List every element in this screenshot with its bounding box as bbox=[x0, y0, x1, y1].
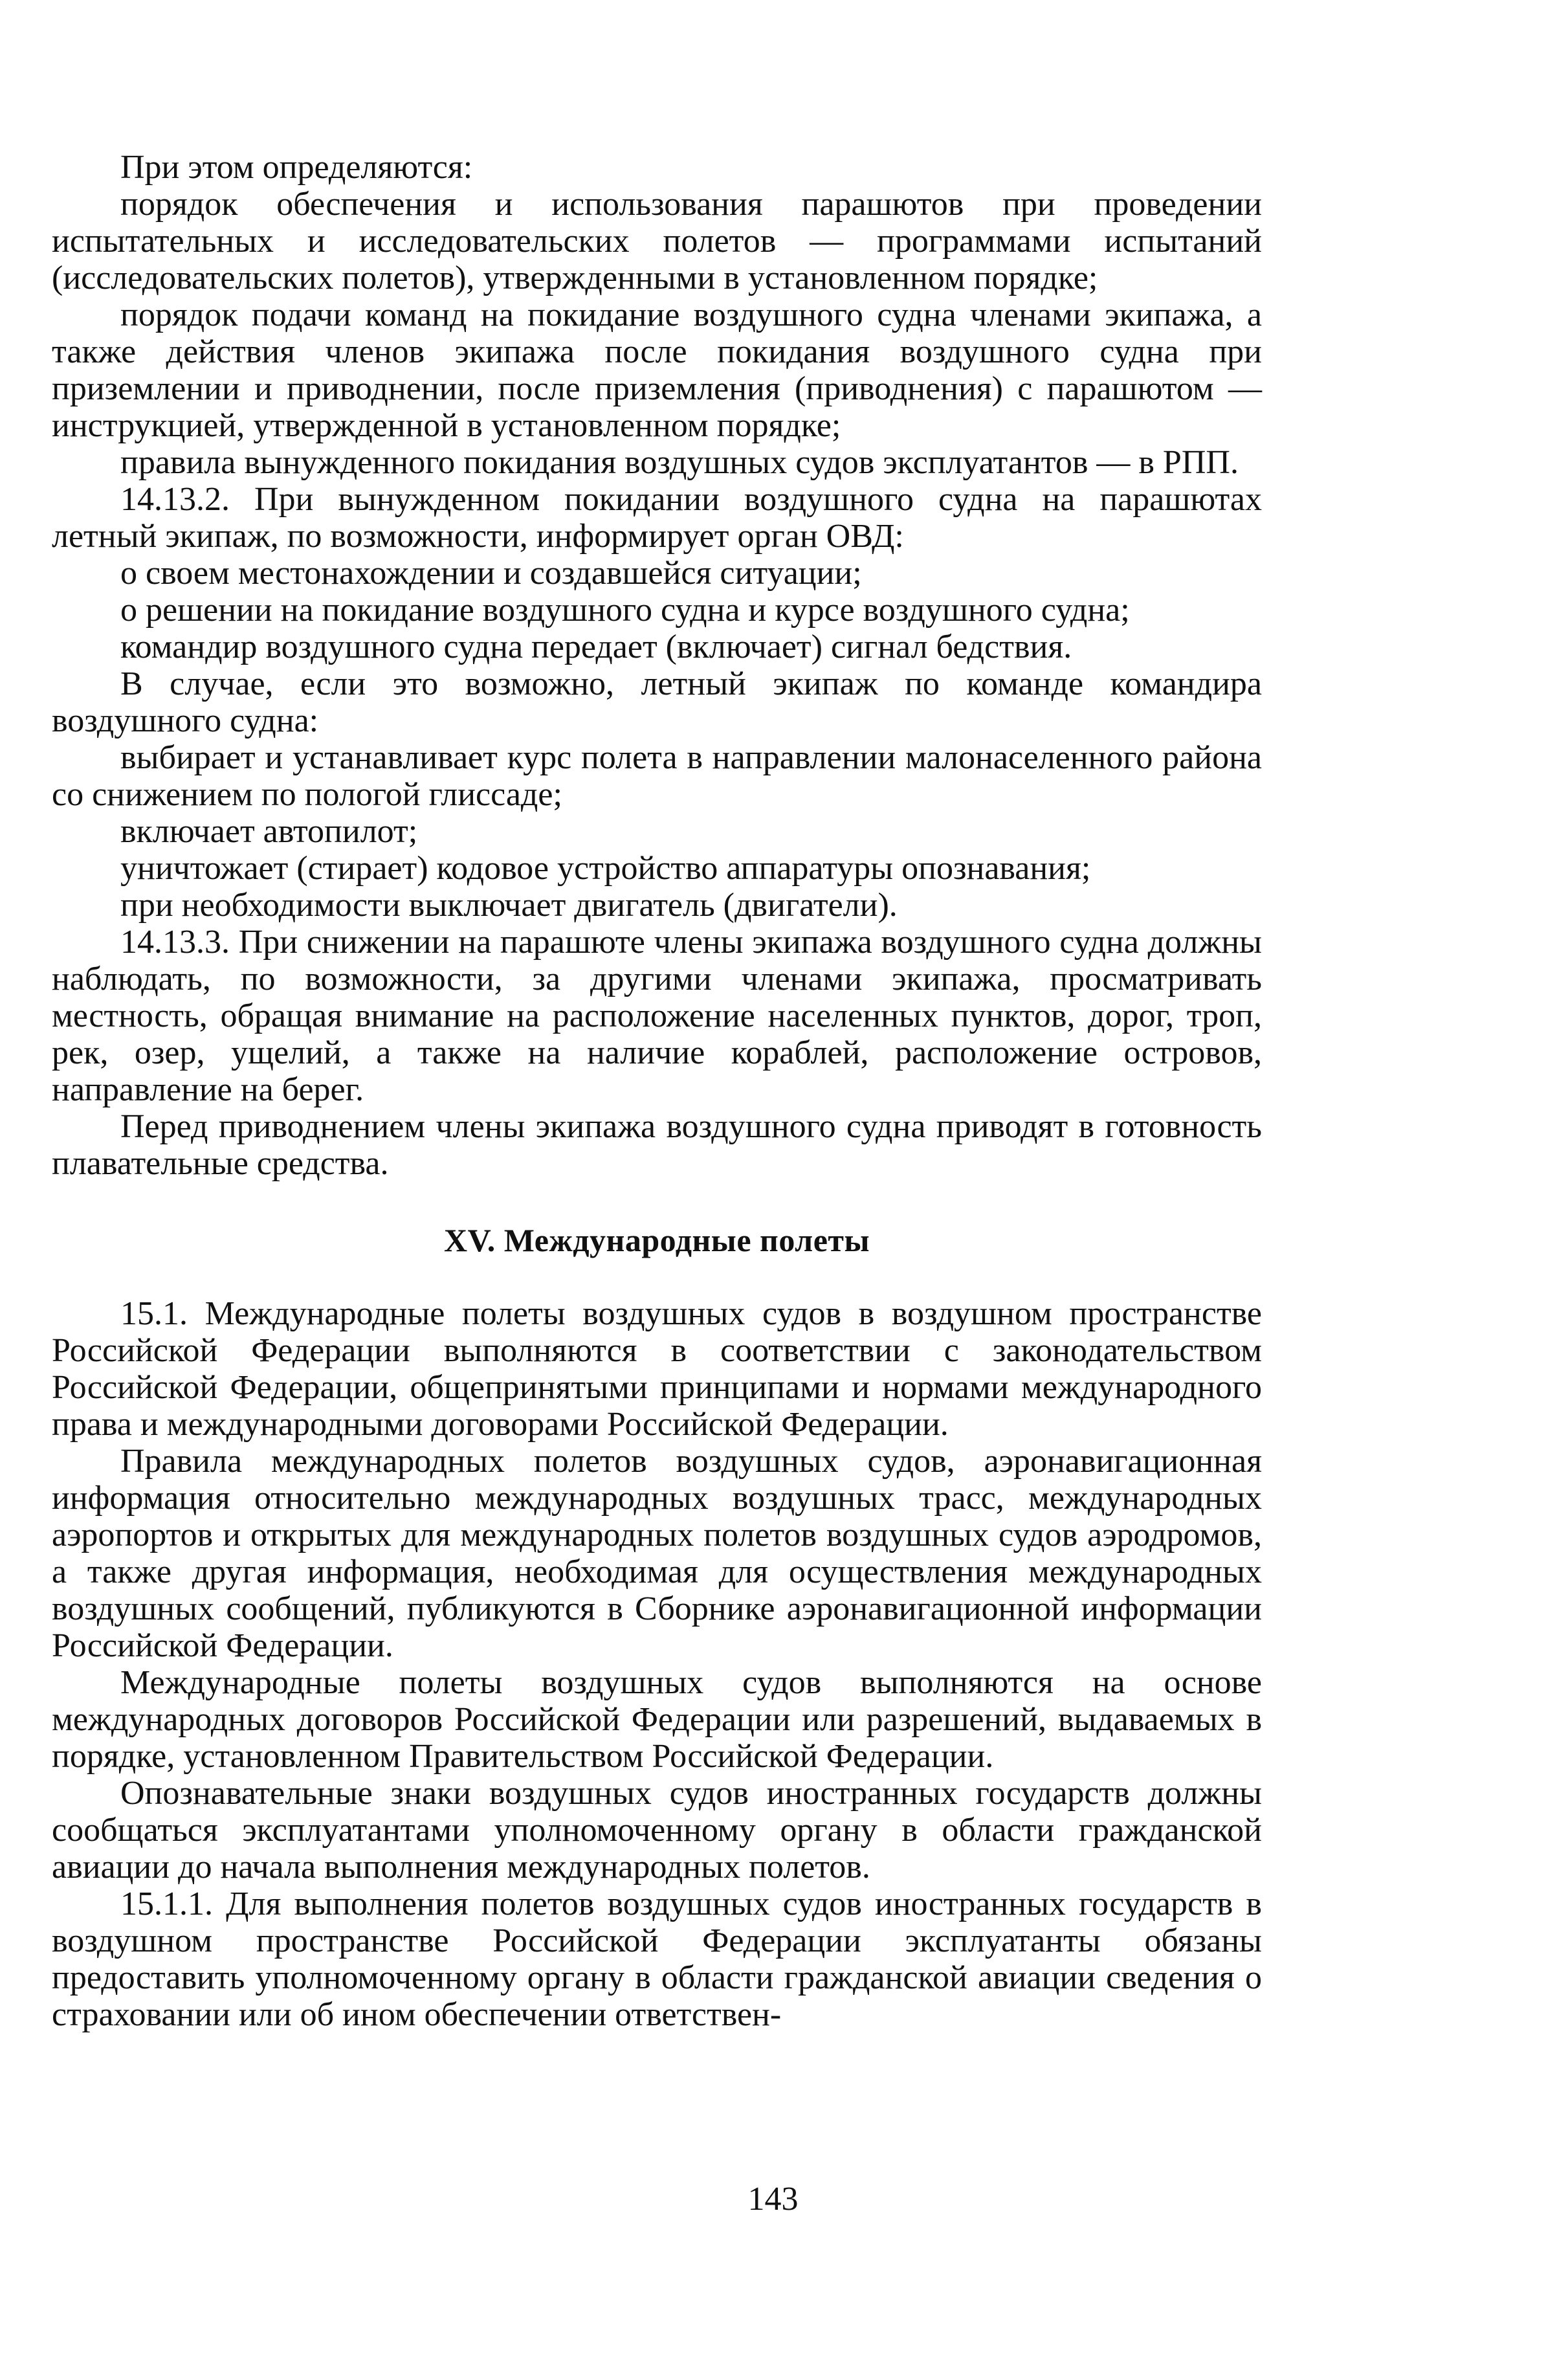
paragraph: Международные полеты воздушных судов выполняются на основе международных договоров Российской Федерации или разрешений, выдаваемых в порядке, установленном Правительством Российской Федерации. bbox=[52, 1664, 1262, 1775]
paragraph: При этом определяются: bbox=[120, 149, 473, 186]
paragraph: при необходимости выключает двигатель (двигатели). bbox=[120, 887, 898, 924]
paragraph: командир воздушного судна передает (включает) сигнал бедствия. bbox=[120, 628, 1072, 665]
paragraph: выбирает и устанавливает курс полета в направлении малонаселенного района со снижением по пологой глиссаде; bbox=[52, 739, 1262, 813]
paragraph: о своем местонахождении и создавшейся ситуации; bbox=[120, 555, 862, 592]
paragraph: 15.1. Международные полеты воздушных судов в воздушном пространстве Российской Федерации выполняются в соответствии с законодательством Российской Федерации, общепринятыми принципами и нормами международного права и международными договорами Российской Федерации. bbox=[52, 1295, 1262, 1443]
paragraph: уничтожает (стирает) кодовое устройство аппаратуры опознавания; bbox=[120, 850, 1091, 887]
paragraph: включает автопилот; bbox=[120, 813, 418, 850]
paragraph: Опознавательные знаки воздушных судов иностранных государств должны сообщаться эксплуатантами уполномоченному органу в области гражданской авиации до начала выполнения международных полетов. bbox=[52, 1775, 1262, 1885]
paragraph: о решении на покидание воздушного судна и курсе воздушного судна; bbox=[120, 592, 1130, 628]
paragraph: правила вынужденного покидания воздушных судов эксплуатантов — в РПП. bbox=[120, 444, 1239, 481]
paragraph: Правила международных полетов воздушных судов, аэронавигационная информация относительно международных воздушных трасс, международных аэропортов и открытых для международных полетов воздушных судов аэродромов, а также другая информация, необходимая для осуществления международных воздушных сообщений, публикуются в Сборнике аэронавигационной информации Российской Федерации. bbox=[52, 1443, 1262, 1664]
paragraph: 14.13.3. При снижении на парашюте члены экипажа воздушного судна должны наблюдать, по возможности, за другими членами экипажа, просматривать местность, обращая внимание на расположение населенных пунктов, дорог, троп, рек, озер, ущелий, а также на наличие кораблей, расположение островов, направление на берег. bbox=[52, 924, 1262, 1108]
paragraph: порядок обеспечения и использования парашютов при проведении испытательных и исследовательских полетов — программами испытаний (исследовательских полетов), утвержденными в установленном порядке; bbox=[52, 186, 1262, 296]
paragraph: 15.1.1. Для выполнения полетов воздушных судов иностранных государств в воздушном пространстве Российской Федерации эксплуатанты обязаны предоставить уполномоченному органу в области гражданской авиации сведения о страховании или об ином обеспечении ответствен- bbox=[52, 1885, 1262, 2033]
document-page bbox=[52, 149, 1262, 2033]
paragraph: порядок подачи команд на покидание воздушного судна членами экипажа, а также действия членов экипажа после покидания воздушного судна при приземлении и приводнении, после приземления (приводнения) с парашютом — инструкцией, утвержденной в установленном порядке; bbox=[52, 296, 1262, 444]
page-number: 143 bbox=[747, 2181, 799, 2218]
paragraph: Перед приводнением члены экипажа воздушного судна приводят в готовность плавательные средства. bbox=[52, 1108, 1262, 1182]
paragraph: 14.13.2. При вынужденном покидании воздушного судна на парашютах летный экипаж, по возможности, информирует орган ОВД: bbox=[52, 481, 1262, 555]
paragraph: В случае, если это возможно, летный экипаж по команде командира воздушного судна: bbox=[52, 665, 1262, 739]
section-heading: XV. Международные полеты bbox=[443, 1222, 870, 1258]
